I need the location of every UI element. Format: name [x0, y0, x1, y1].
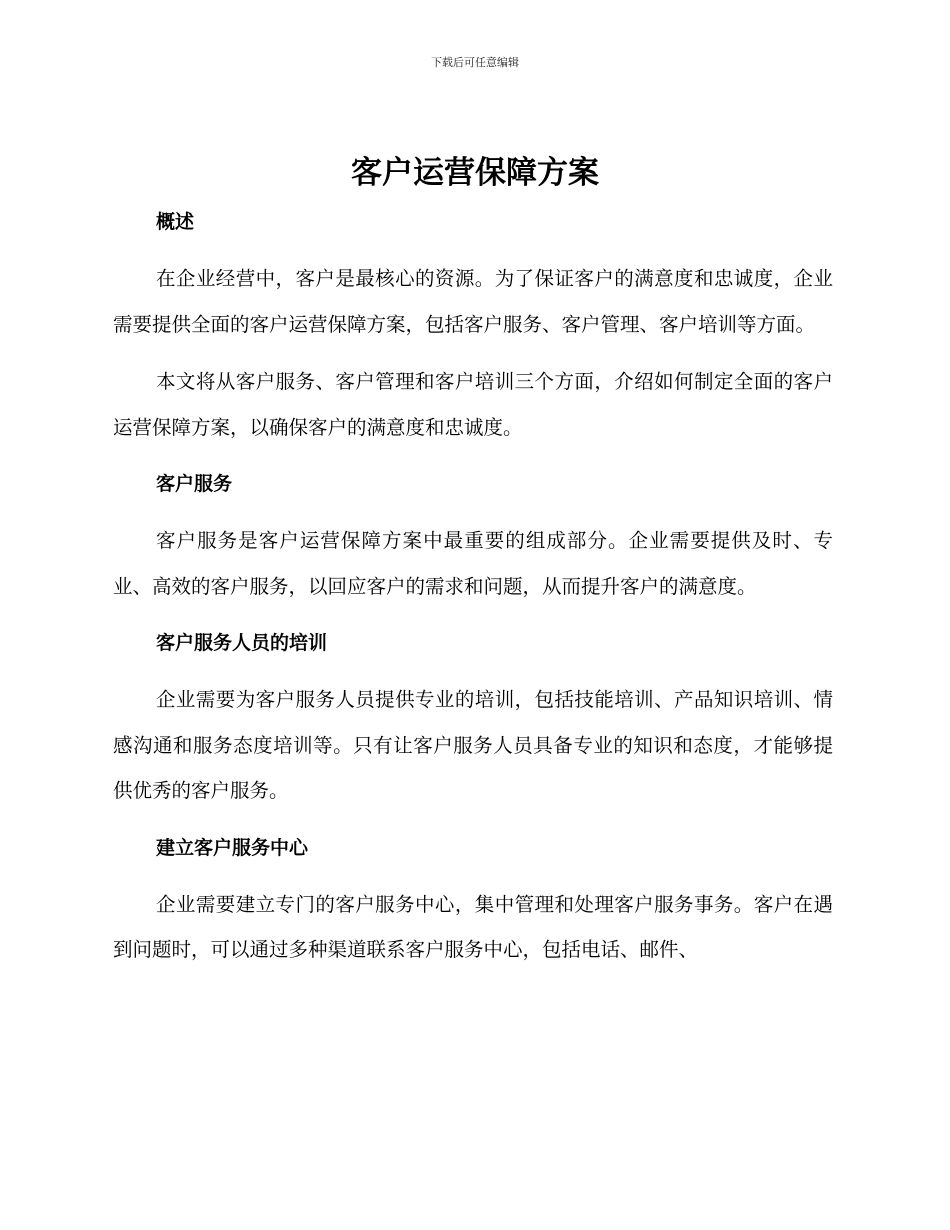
section-heading: 客户服务人员的培训: [156, 632, 328, 654]
section-heading: 建立客户服务中心: [156, 836, 309, 859]
section-service-center: [113, 826, 833, 973]
paragraph: 本文将从客户服务、客户管理和客户培训三个方面，介绍如何制定全面的客户运营保障方案，以确保客户的满意度和忠诚度。: [113, 370, 833, 439]
paragraph: 在企业经营中，客户是最核心的资源。为了保证客户的满意度和忠诚度，企业需要提供全面的客户运营保障方案，包括客户服务、客户管理、客户培训等方面。: [113, 267, 833, 336]
paragraph: 客户服务是客户运营保障方案中最重要的组成部分。企业需要提供及时、专业、高效的客户服务，以回应客户的需求和问题，从而提升客户的满意度。: [113, 529, 833, 598]
document-title: 客户运营保障方案: [351, 155, 599, 191]
paragraph: 企业需要建立专门的客户服务中心，集中管理和处理客户服务事务。客户在遇到问题时，可以通过多种渠道联系客户服务中心，包括电话、邮件、: [113, 892, 833, 961]
paragraph: 企业需要为客户服务人员提供专业的培训，包括技能培训、产品知识培训、情感沟通和服务态度培训等。只有让客户服务人员具备专业的知识和态度，才能够提供优秀的客户服务。: [113, 688, 833, 802]
section-staff-training: [113, 621, 833, 814]
section-overview: [113, 200, 833, 450]
section-heading: 客户服务: [156, 473, 233, 495]
page-header: 下载后可任意编辑: [431, 56, 519, 69]
section-heading: 概述: [156, 211, 195, 233]
section-customer-service: [113, 462, 833, 609]
document-body: [113, 200, 833, 985]
